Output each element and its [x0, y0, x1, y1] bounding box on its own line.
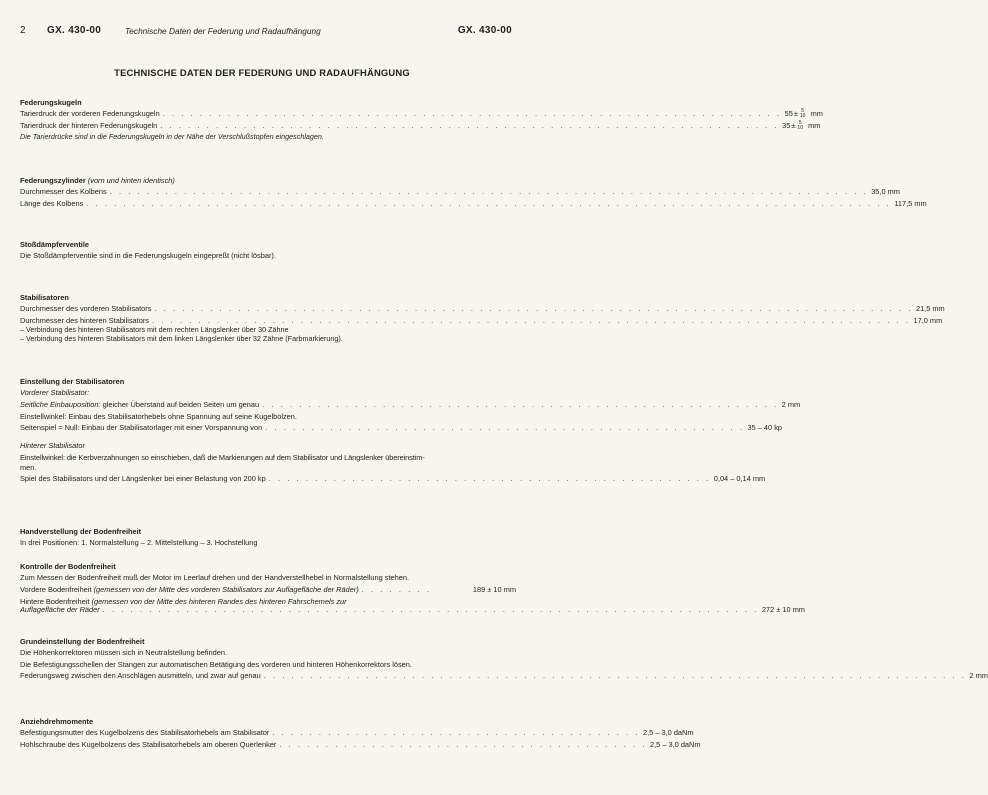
rear-pressure-row: [20, 120, 821, 132]
lateral-position-row: [20, 399, 801, 411]
leader-dots: . . . . . . . . . . . . . . . . . . . . . . . . . . . . . . . . . . . . . . . . . . . . . . . . . . . . . . . . . . . . . . . . . . . . . . . . . . . .: [263, 671, 967, 680]
leader-dots: . . . . . . . . . . . . . . . . . . . . . . . . . . . . . . . . . . . . . . . .: [272, 728, 640, 737]
section-title: Stabilisatoren: [20, 293, 69, 302]
section-einstellung: [20, 377, 801, 485]
row-value: 272 ± 10 mm: [761, 605, 805, 614]
row-value: 2,5 – 3,0 daNm: [643, 728, 694, 737]
unit: mm: [810, 109, 823, 118]
section-title: Einstellung der Stabilisatoren: [20, 377, 125, 386]
row-label: Befestigungsmutter des Kugelbolzens des Stabilisatorhebels am Stabilisator: [20, 728, 270, 737]
tolerance-minus: 10: [799, 113, 806, 120]
section-text-2: Die Befestigungsschellen der Stangen zur automatischen Betätigung des vorderen und hinteren Höhenkorrektors lösen.: [20, 659, 412, 669]
angle-text: Einstellwinkel: Einbau des Stabilisatorhebels ohne Spannung auf seine Kugelbolzen.: [20, 411, 297, 421]
tolerance-minus: 10: [797, 125, 803, 132]
stabilizer-note-2: – Verbindung des hinteren Stabilisators mit dem linken Längslenker über 32 Zähne (Farbmarkierung).: [20, 334, 343, 343]
row-label: Tarierdruck der vorderen Federungskugeln: [20, 109, 160, 118]
row-label: [20, 399, 259, 411]
piston-length-row: [20, 198, 927, 210]
section-title: Anziehdrehmomente: [20, 717, 94, 726]
page-number: 2: [20, 25, 26, 36]
piston-diameter-row: [20, 186, 900, 198]
row-value: 2 mm: [969, 671, 988, 680]
leader-dots: . . . . . . . . . . . . . . . . . . . . . . . . . . . . . . . . . . . . . . . . . . . . . . . . . . . . . . . . . . . . . . . . . . . . . . . . . . . . . . . . . . . . . . .: [86, 199, 892, 208]
front-stabilizer-row: [20, 303, 945, 315]
value-base: 55: [784, 109, 793, 118]
section-title-text: Federungszylinder: [20, 176, 86, 185]
tolerance-plus: 5: [801, 108, 805, 115]
plus-minus: ±: [793, 109, 798, 118]
row-value: 117,5 mm: [894, 199, 927, 208]
rear-angle-text-2: men.: [20, 463, 37, 472]
section-anzugsdrehmomente: [20, 717, 701, 751]
row-value: 2,5 – 3,0 daNm: [650, 740, 701, 749]
rear-clearance-line-1: [20, 596, 516, 608]
play-row: [20, 473, 766, 485]
leader-dots: . . . . . . . . . . . . . . . . . . . . . . . . . . . . . . . . . . . . . . . . . . . . . . . . . . . . . . . . . . . . . . . . . . . . . . .: [102, 605, 759, 614]
section-note: Die Tarierdrücke sind in die Federungskugeln in der Nähe der Verschlußstopfen eingeschlagen.: [20, 132, 324, 141]
section-title: Handverstellung der Bodenfreiheit: [20, 527, 142, 536]
section-title: [20, 176, 516, 186]
front-pressure-row: [20, 108, 823, 120]
stabilizer-note-1: – Verbindung des hinteren Stabilisators mit dem rechten Längslenker über 30 Zähne: [20, 325, 289, 334]
row-label: Spiel des Stabilisators und der Längslenker bei einer Belastung von 200 kp: [20, 474, 266, 483]
section-title: Grundeinstellung der Bodenfreiheit: [20, 637, 145, 646]
document-code-left: GX. 430-00: [47, 25, 102, 36]
travel-row: [20, 670, 988, 682]
leader-dots: . . . . . . . . . . . . . . . . . . . . . . . . . . . . . . . . . . . . . . . . . . . . . . . . . . . . . . . .: [262, 399, 779, 409]
row-label: Seitenspiel = Null: Einbau der Stabilisatorlager mit einer Vorspannung von: [20, 423, 263, 432]
section-text: Die Stoßdämpferventile sind in die Federungskugeln eingepreßt (nicht lösbar).: [20, 251, 276, 260]
leader-dots: . . . . . . . . . . . . . . . . . . . . . . . . . . . . . . . . . . . . . . . . . . . . . . . . . . . . . . . . . . . . . . . . . . .: [162, 109, 782, 118]
row-value: [785, 108, 823, 120]
front-heading: Vorderer Stabilisator:: [20, 388, 90, 397]
row-label-italic: Seitliche Einbauposition:: [20, 399, 101, 409]
row-label: Tarierdruck der hinteren Federungskugeln: [20, 121, 158, 130]
header-title: Technische Daten der Federung und Radaufhängung: [125, 26, 321, 36]
section-title-suffix: (vorn und hinten identisch): [87, 176, 175, 185]
tolerance: [800, 109, 806, 119]
tolerance-plus: 5: [798, 120, 802, 127]
row-value: 2 mm: [781, 399, 801, 409]
page-header: [0, 0, 524, 38]
row-label-italic-2: Auflagefläche der Räder: [20, 605, 100, 614]
row-label-main: Hintere Bodenfreiheit: [20, 596, 90, 606]
section-title: Federungskugeln: [20, 98, 82, 107]
row-label-rest: gleicher Überstand auf beiden Seiten um genau: [100, 399, 260, 409]
section-grundeinstellung: [20, 637, 988, 682]
row-label: Länge des Kolbens: [20, 199, 84, 208]
section-text: In drei Positionen: 1. Normalstellung – 2. Mittelstellung – 3. Hochstellung: [20, 538, 258, 547]
row-value: 35 – 40 kp: [747, 423, 783, 432]
row-label-italic: (gemessen von der Mitte des vorderen Stabilisators zur Auflagefläche der Räder): [93, 584, 359, 594]
section-stossdaempfer: [20, 240, 516, 262]
section-title: Kontrolle der Bodenfreiheit: [20, 562, 116, 571]
row-label: Durchmesser des Kolbens: [20, 187, 107, 196]
unit: mm: [808, 121, 821, 130]
preload-row: [20, 422, 783, 434]
leader-dots: . . . . . . . . . . . . . . . . . . . . . . . . . . . . . . . . . . . . . . . . . . . . . . . . . . . . . . . . . . . . . . . . . . . . . . . . . . . . . . . . . .: [151, 316, 911, 325]
rear-angle-text-1: Einstellwinkel: die Kerbverzahnungen so einschieben, daß die Markierungen auf dem Stabilisator und Längslenker übereinstim-: [20, 452, 425, 462]
row-label-main: Vordere Bodenfreiheit: [20, 584, 92, 594]
section-kontrolle: [20, 562, 805, 616]
value-base: 35: [782, 121, 791, 130]
section-title: Stoßdämpferventile: [20, 240, 89, 249]
row-label-italic: (gemessen von der Mitte des hinteren Randes des hinteren Fahrschemels zur: [91, 596, 347, 606]
row-label: Durchmesser des hinteren Stabilisators: [20, 316, 149, 325]
section-handverstellung: [20, 527, 516, 549]
row-value: 189 ± 10 mm: [472, 584, 516, 594]
main-title: TECHNISCHE DATEN DER FEDERUNG UND RADAUFHÄNGUNG: [114, 67, 410, 78]
row-label: Durchmesser des vorderen Stabilisators: [20, 304, 152, 313]
tolerance: [797, 121, 803, 131]
leader-dots: . . . . . . . . . . . . . . . . . . . . . . . . . . . . . . . . . . . . . . . . . . . . . . . . . . . . . . . . . . . . . . . . . . . . . . . . . . . . . . . . . .: [109, 187, 869, 196]
row-value: 0,04 – 0,14 mm: [713, 474, 766, 483]
section-stabilisatoren: [20, 293, 945, 343]
rear-heading: Hinterer Stabilisator: [20, 441, 85, 450]
row-label: Hohlschraube des Kugelbolzens des Stabilisatorhebels am oberen Querlenker: [20, 740, 277, 749]
row-value: 17,0 mm: [913, 316, 943, 325]
row-value: [782, 120, 820, 132]
row-label: [20, 584, 359, 596]
front-clearance-row: [20, 584, 516, 596]
row-value: 35,0 mm: [871, 187, 900, 196]
leader-dots: . . . . . . . .: [361, 584, 432, 594]
leader-dots: . . . . . . . . . . . . . . . . . . . . . . . . . . . . . . . . . . . . . . . . . . . . . . . .: [268, 474, 711, 483]
section-federungskugeln: [20, 98, 823, 141]
leader-dots: . . . . . . . . . . . . . . . . . . . . . . . . . . . . . . . . . . . . . . . . . . . . . . . . . . . . . . . . . . . . . . . . . . . . . . . . . . . . . . . . . .: [154, 304, 913, 313]
document-code-right: GX. 430-00: [457, 25, 512, 36]
leader-dots: . . . . . . . . . . . . . . . . . . . . . . . . . . . . . . . . . . . . . . . .: [279, 740, 647, 749]
bolt-torque-row: [20, 739, 701, 751]
section-intro: Zum Messen der Bodenfreiheit muß der Motor im Leerlauf drehen und der Handverstellhebel in Normalstellung stehen.: [20, 573, 410, 582]
row-value: 21,5 mm: [915, 304, 945, 313]
section-federungszylinder: [20, 176, 927, 210]
row-label: Federungsweg zwischen den Anschlägen ausmitteln, und zwar auf genau: [20, 671, 261, 680]
leader-dots: . . . . . . . . . . . . . . . . . . . . . . . . . . . . . . . . . . . . . . . . . . . . . . . . . . . .: [265, 423, 745, 432]
nut-torque-row: [20, 727, 694, 739]
section-text-1: Die Höhenkorrektoren müssen sich in Neutralstellung befinden.: [20, 648, 228, 657]
leader-dots: . . . . . . . . . . . . . . . . . . . . . . . . . . . . . . . . . . . . . . . . . . . . . . . . . . . . . . . . . . . . . . . . . . .: [160, 121, 780, 130]
plus-minus: ±: [791, 121, 796, 130]
